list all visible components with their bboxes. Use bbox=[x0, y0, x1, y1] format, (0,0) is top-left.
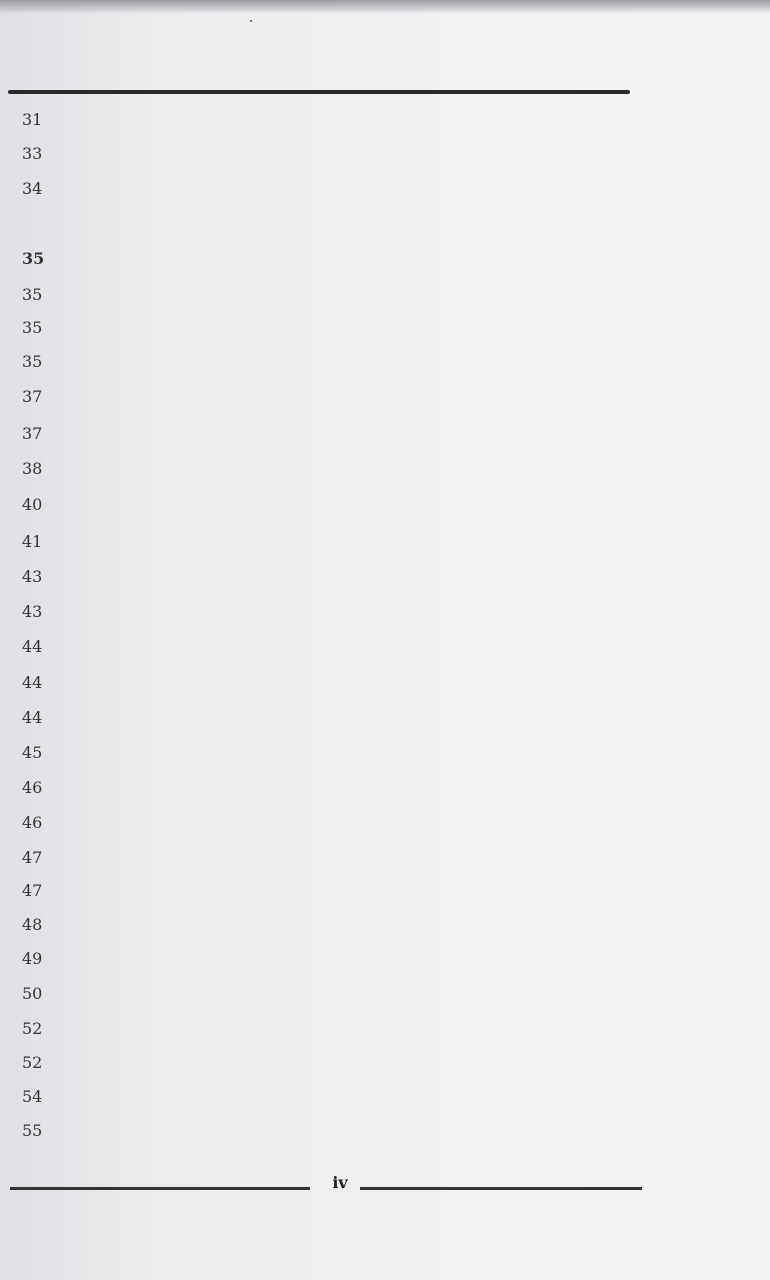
toc-page-number: 33 bbox=[22, 144, 43, 163]
toc-page-number: 54 bbox=[22, 1087, 43, 1106]
toc-page-number: 34 bbox=[22, 179, 43, 198]
toc-page-number: 49 bbox=[22, 949, 43, 968]
toc-page-number: 43 bbox=[22, 602, 43, 621]
toc-page-number: 50 bbox=[22, 984, 43, 1003]
toc-page-number: 45 bbox=[22, 743, 43, 762]
toc-page-number: 35 bbox=[22, 249, 45, 268]
toc-page-number: 35 bbox=[22, 352, 43, 371]
toc-page-number: 37 bbox=[22, 424, 43, 443]
toc-page-number: 48 bbox=[22, 915, 43, 934]
toc-page-number: 46 bbox=[22, 778, 43, 797]
footer-rule-right bbox=[360, 1187, 642, 1190]
page-folio: iv bbox=[332, 1173, 348, 1192]
toc-page-number: 47 bbox=[22, 881, 43, 900]
toc-page-number: 47 bbox=[22, 848, 43, 867]
toc-page-number: 46 bbox=[22, 813, 43, 832]
toc-page-number: 52 bbox=[22, 1053, 43, 1072]
footer-rule-left bbox=[10, 1187, 310, 1190]
toc-page-number: 38 bbox=[22, 459, 43, 478]
toc-page-number: 52 bbox=[22, 1019, 43, 1038]
toc-page-number: 35 bbox=[22, 285, 43, 304]
toc-page-number: 44 bbox=[22, 637, 43, 656]
toc-page-number: 55 bbox=[22, 1121, 43, 1140]
toc-page-number: 44 bbox=[22, 708, 43, 727]
toc-page-number: 31 bbox=[22, 110, 43, 129]
page-footer bbox=[10, 1173, 642, 1197]
toc-page-number: 40 bbox=[22, 495, 43, 514]
toc-page-number: 37 bbox=[22, 387, 43, 406]
toc-page-number: 43 bbox=[22, 567, 43, 586]
toc-page-number: 41 bbox=[22, 532, 43, 551]
toc-page-number: 35 bbox=[22, 318, 43, 337]
toc-page-number: 44 bbox=[22, 673, 43, 692]
